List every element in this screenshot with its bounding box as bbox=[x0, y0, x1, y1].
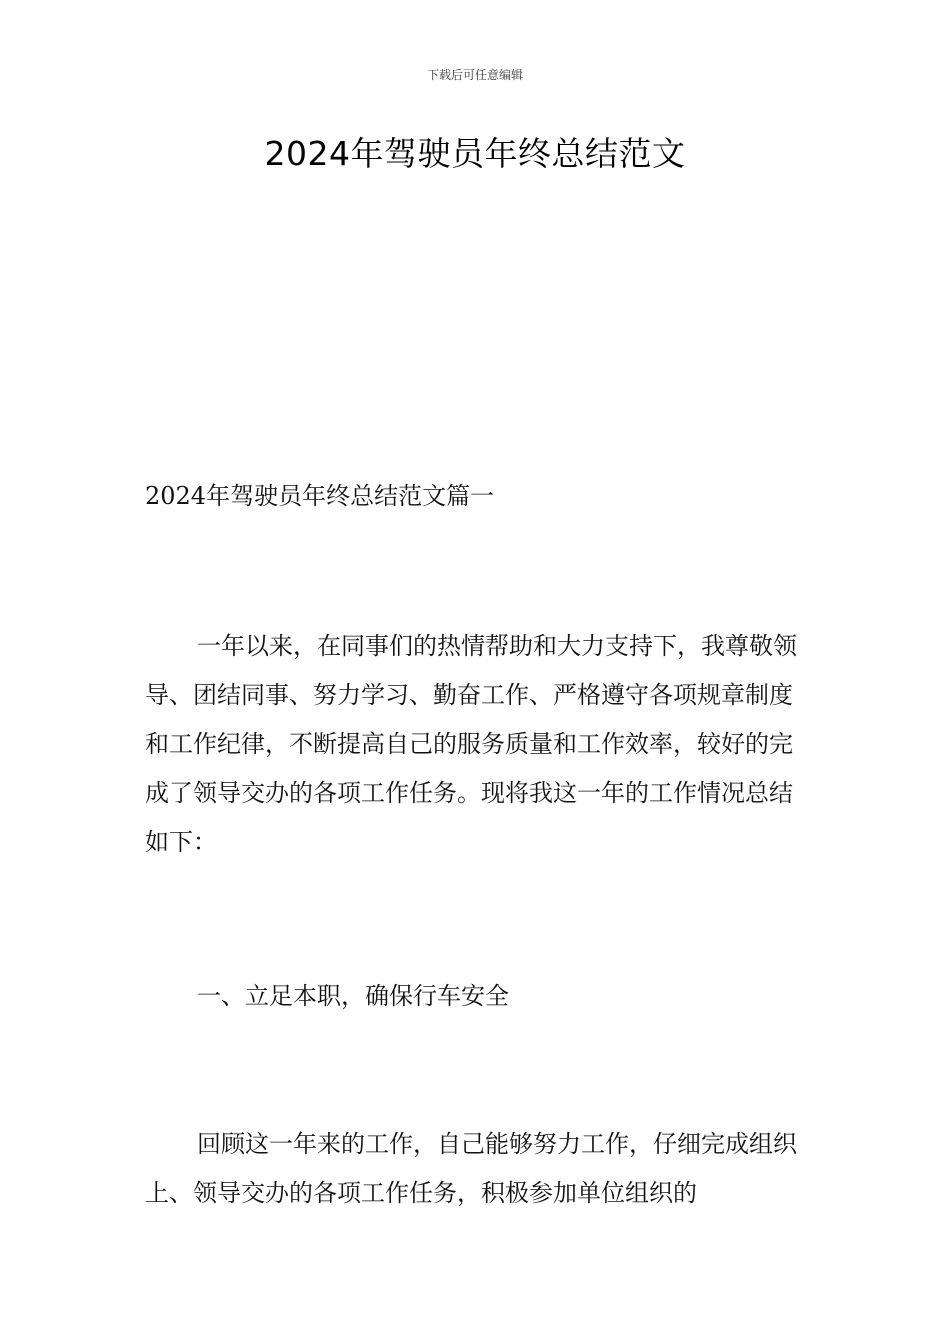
paragraph-review: 回顾这一年来的工作，自己能够努力工作，仔细完成组织上、领导交办的各项工作任务，积极参加单位组织的 bbox=[145, 1130, 797, 1207]
document-subtitle: 2024年驾驶员年终总结范文篇一 bbox=[145, 482, 495, 510]
header-note: 下载后可任意编辑 bbox=[426, 68, 523, 82]
section-heading: 一、立足本职，确保行车安全 bbox=[197, 982, 509, 1010]
document-title: 2024年驾驶员年终总结范文 bbox=[264, 134, 686, 173]
paragraph-intro: 一年以来，在同事们的热情帮助和大力支持下，我尊敬领导、团结同事、努力学习、勤奋工作、严格遵守各项规章制度和工作纪律，不断提高自己的服务质量和工作效率，较好的完成了领导交办的各项工作任务。现将我这一年的工作情况总结如下： bbox=[145, 632, 797, 856]
